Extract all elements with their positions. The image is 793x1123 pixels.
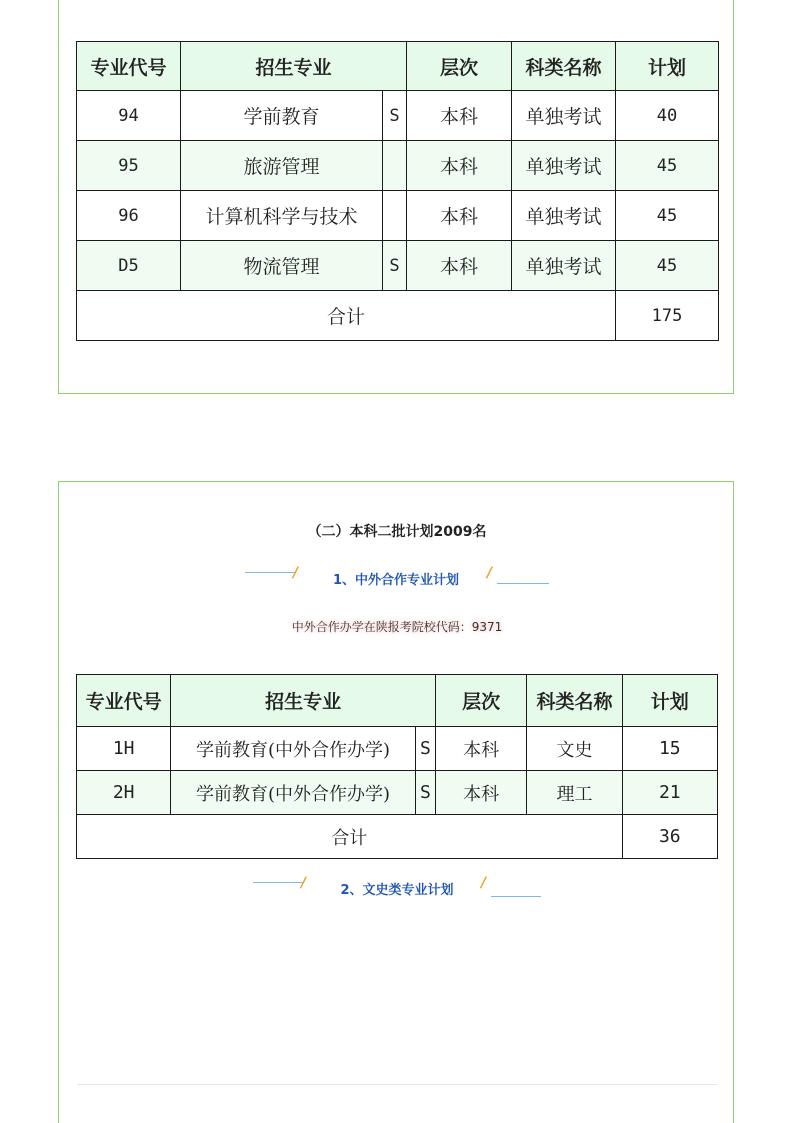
table-row <box>77 91 719 141</box>
slash-icon: / <box>293 565 299 581</box>
cell-major: 物流管理 <box>181 241 383 291</box>
deco-line-left <box>253 882 303 883</box>
cell-category: 单独考试 <box>512 91 616 141</box>
deco-line-right <box>491 896 541 897</box>
cell-code: 95 <box>77 141 181 191</box>
table-header-row <box>77 42 719 91</box>
enrollment-table-single-exam <box>76 41 719 341</box>
deco-line-left <box>245 572 295 573</box>
header-level: 层次 <box>436 675 527 727</box>
cell-level: 本科 <box>436 771 527 815</box>
cell-code: 94 <box>77 91 181 141</box>
header-major: 招生专业 <box>181 42 407 91</box>
cell-code: D5 <box>77 241 181 291</box>
cell-category: 单独考试 <box>512 191 616 241</box>
subheading-sino-foreign: 1、中外合作专业计划 <box>332 573 460 588</box>
header-plan: 计划 <box>622 675 717 727</box>
table-row <box>77 241 719 291</box>
cell-flag: S <box>383 241 407 291</box>
cell-plan: 45 <box>616 191 719 241</box>
enrollment-table-sino-foreign <box>76 674 718 859</box>
cell-level: 本科 <box>407 241 512 291</box>
cell-code: 2H <box>77 771 171 815</box>
cell-level: 本科 <box>407 141 512 191</box>
header-category: 科类名称 <box>512 42 616 91</box>
cell-category: 单独考试 <box>512 241 616 291</box>
total-label: 合计 <box>77 291 616 341</box>
table-row <box>77 141 719 191</box>
cell-plan: 21 <box>622 771 717 815</box>
cell-category: 单独考试 <box>512 141 616 191</box>
cell-flag: S <box>383 91 407 141</box>
cell-plan: 45 <box>616 141 719 191</box>
header-plan: 计划 <box>616 42 719 91</box>
cell-category: 理工 <box>527 771 622 815</box>
header-code: 专业代号 <box>77 675 171 727</box>
divider-line <box>77 1084 717 1085</box>
cell-level: 本科 <box>407 91 512 141</box>
slash-icon: / <box>487 565 493 581</box>
table-row <box>77 771 718 815</box>
section-title-text: （二）本科二批计划2009名 <box>307 524 487 540</box>
total-value: 36 <box>622 815 717 859</box>
cell-category: 文史 <box>527 727 622 771</box>
table-row <box>77 727 718 771</box>
table-row <box>77 191 719 241</box>
table-total-row <box>77 291 719 341</box>
total-label: 合计 <box>77 815 623 859</box>
header-category: 科类名称 <box>527 675 622 727</box>
cell-level: 本科 <box>407 191 512 241</box>
cell-level: 本科 <box>436 727 527 771</box>
total-value: 175 <box>616 291 719 341</box>
cell-flag: S <box>415 727 435 771</box>
header-code: 专业代号 <box>77 42 181 91</box>
cell-major: 学前教育(中外合作办学) <box>171 727 415 771</box>
slash-icon: / <box>481 875 487 891</box>
table-total-row <box>77 815 718 859</box>
cell-plan: 40 <box>616 91 719 141</box>
cell-major: 旅游管理 <box>181 141 383 191</box>
cell-plan: 45 <box>616 241 719 291</box>
header-level: 层次 <box>407 42 512 91</box>
slash-icon: / <box>301 875 307 891</box>
section-title <box>280 521 514 541</box>
cell-code: 96 <box>77 191 181 241</box>
subheading-liberal-arts: 2、文史类专业计划 <box>340 883 454 898</box>
cell-major: 计算机科学与技术 <box>181 191 383 241</box>
cell-major: 学前教育 <box>181 91 383 141</box>
header-major: 招生专业 <box>171 675 436 727</box>
cell-major: 学前教育(中外合作办学) <box>171 771 415 815</box>
cell-flag <box>383 141 407 191</box>
cell-flag: S <box>415 771 435 815</box>
deco-line-right <box>497 583 549 584</box>
cell-code: 1H <box>77 727 171 771</box>
table-header-row <box>77 675 718 727</box>
cell-plan: 15 <box>622 727 717 771</box>
cell-flag <box>383 191 407 241</box>
school-code-note: 中外合作办学在陕报考院校代码：9371 <box>291 620 503 634</box>
